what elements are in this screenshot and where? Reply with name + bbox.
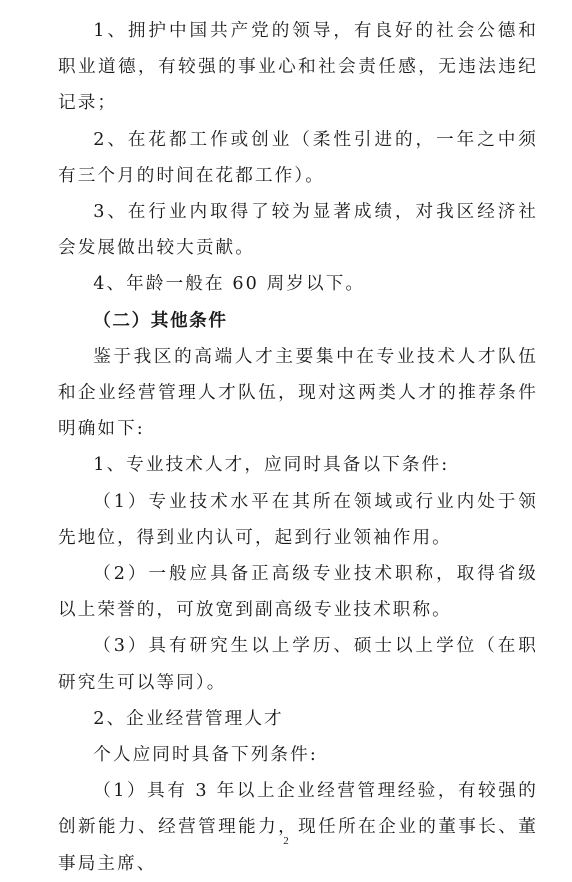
page-number: 2 <box>283 835 289 847</box>
document-body <box>58 13 538 882</box>
paragraph-management-lead: 个人应同时具备下列条件: <box>93 745 318 766</box>
paragraph-management-item-1: （1）具有 3 年以上企业经营管理经验，有较强的创新能力、经营管理能力，现任所在企业的董事长、董事局主席、 <box>58 781 538 874</box>
paragraph-management-talent: 2、企业经营管理人才 <box>93 708 284 729</box>
paragraph-professional-talent: 1、专业技术人才，应同时具备以下条件: <box>93 455 450 476</box>
section-heading-other-conditions: （二）其他条件 <box>93 310 228 331</box>
paragraph-intro: 鉴于我区的高端人才主要集中在专业技术人才队伍和企业经营管理人才队伍，现对这两类人才的推荐条件明确如下: <box>58 346 538 440</box>
paragraph-professional-item-2: （2）一般应具备正高级专业技术职称，取得省级以上荣誉的，可放宽到副高级专业技术职称。 <box>58 564 538 621</box>
paragraph-condition-4: 4、年龄一般在 60 周岁以下。 <box>93 274 366 295</box>
paragraph-condition-1: 1、拥护中国共产党的领导，有良好的社会公德和职业道德，有较强的事业心和社会责任感，无违法违纪记录； <box>58 21 538 114</box>
paragraph-professional-item-3: （3）具有研究生以上学历、硕士以上学位（在职研究生可以等同）。 <box>58 636 538 693</box>
paragraph-condition-3: 3、在行业内取得了较为显著成绩，对我区经济社会发展做出较大贡献。 <box>58 202 538 259</box>
paragraph-condition-2: 2、在花都工作或创业（柔性引进的，一年之中须有三个月的时间在花都工作）。 <box>58 129 538 186</box>
paragraph-professional-item-1: （1）专业技术水平在其所在领域或行业内处于领先地位，得到业内认可，起到行业领袖作用。 <box>58 491 538 548</box>
